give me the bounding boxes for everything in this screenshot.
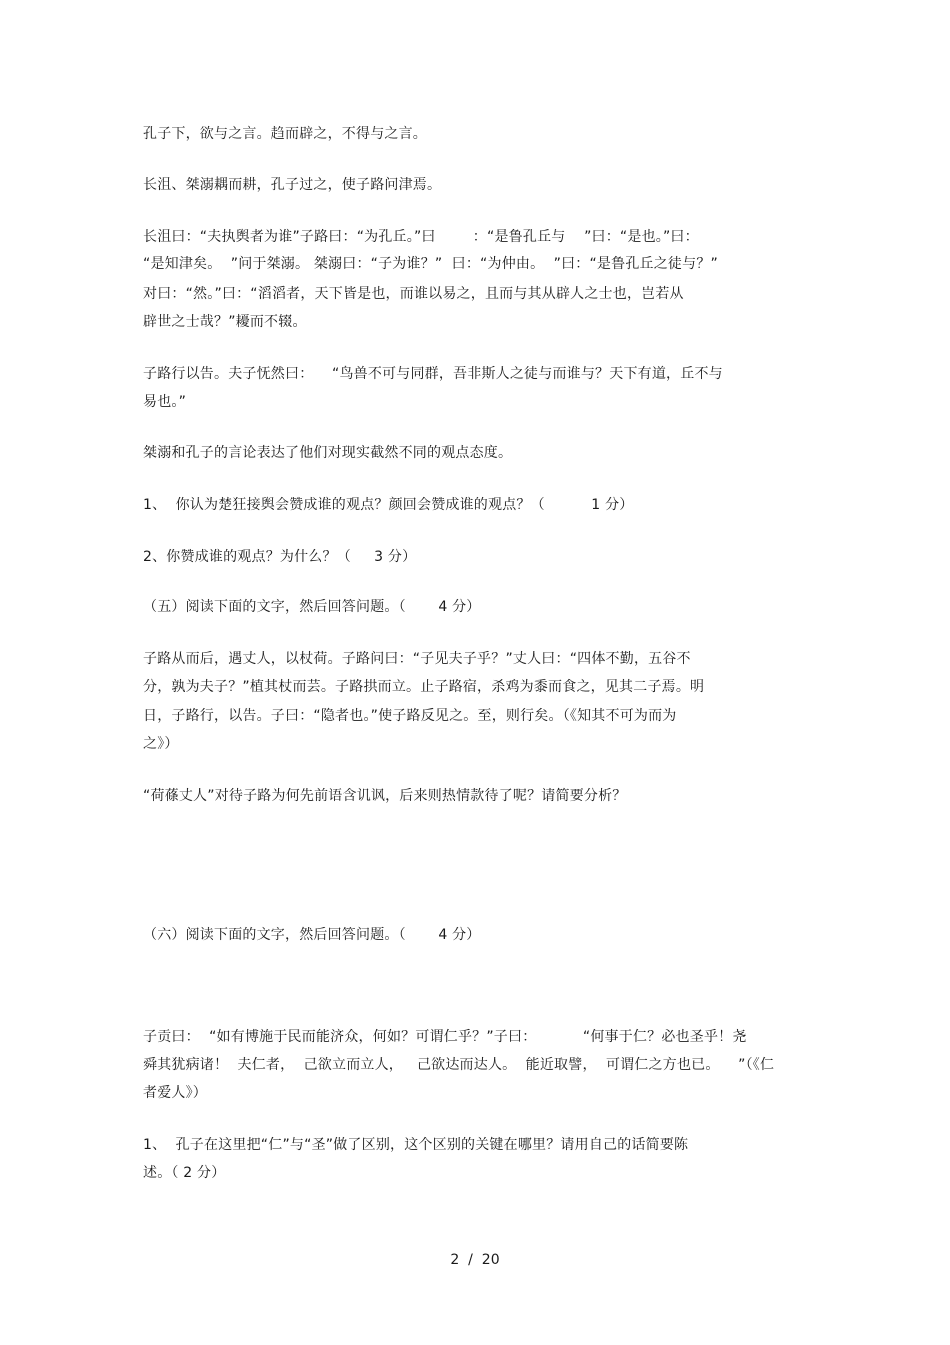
text-line: 孔子下，欲与之言。趋而辟之，不得与之言。 [143, 126, 427, 142]
text-line: 分，孰为夫子？”植其杖而芸。子路拱而立。止子路宿，杀鸡为黍而食之，见其二子焉。明 [143, 679, 705, 695]
text-line: 子路行以告。夫子怃然曰： “鸟兽不可与同群，吾非斯人之徒与而谁与？天下有道，丘不与 [143, 366, 723, 382]
text-line: 易也。” [143, 394, 187, 410]
text-line: 者爱人》） [143, 1085, 207, 1101]
text-line: 子贡曰： “如有博施于民而能济众，何如？可谓仁乎？”子曰： “何事于仁？必也圣乎！尧 [143, 1029, 747, 1045]
page-number: 2 / 20 [450, 1252, 500, 1268]
question-item: “荷蓧丈人”对待子路为何先前语含讥讽，后来则热情款待了呢？请简要分析？ [143, 788, 627, 804]
text-line: 子路从而后，遇丈人，以杖荷。子路问曰：“子见夫子乎？”丈人曰：“四体不勤，五谷不 [143, 651, 691, 667]
text-line: 长沮、桀溺耦而耕，孔子过之，使子路问津焉。 [143, 177, 442, 193]
question-item: 1、 你认为楚狂接舆会赞成谁的观点？颜回会赞成谁的观点？（ 1 分） [143, 497, 634, 513]
text-line: 对曰：“然。”曰：“滔滔者，天下皆是也，而谁以易之，且而与其从辟人之士也，岂若从 [143, 286, 684, 302]
section-heading: （五）阅读下面的文字，然后回答问题。（ 4 分） [143, 599, 481, 615]
text-line: 舜其犹病诸！ 夫仁者， 己欲立而立人， 己欲达而达人。 能近取譬， 可谓仁之方也已。 ”（《仁 [143, 1057, 775, 1073]
text-line: “是知津矣。 ”问于桀溺。 桀溺曰：“子为谁？” 曰：“为仲由。 ”曰：“是鲁孔丘之徒与？” [143, 256, 718, 272]
text-line: 之》） [143, 736, 179, 752]
text-line: 长沮曰：“夫执舆者为谁”子路曰：“为孔丘。”曰 ：“是鲁孔丘与 ”曰：“是也。”曰： [143, 229, 699, 245]
section-heading: （六）阅读下面的文字，然后回答问题。（ 4 分） [143, 927, 481, 943]
text-line: 日，子路行，以告。子曰：“隐者也。”使子路反见之。至，则行矣。（《知其不可为而为 [143, 708, 677, 724]
text-line: 桀溺和孔子的言论表达了他们对现实截然不同的观点态度。 [143, 445, 513, 461]
question-item: 述。（ 2 分） [143, 1165, 226, 1181]
question-item: 1、 孔子在这里把“仁”与“圣”做了区别，这个区别的关键在哪里？请用自己的话简要陈 [143, 1137, 689, 1153]
question-item: 2、你赞成谁的观点？为什么？（ 3 分） [143, 549, 417, 565]
text-line: 辟世之士哉？”耰而不辍。 [143, 314, 307, 330]
